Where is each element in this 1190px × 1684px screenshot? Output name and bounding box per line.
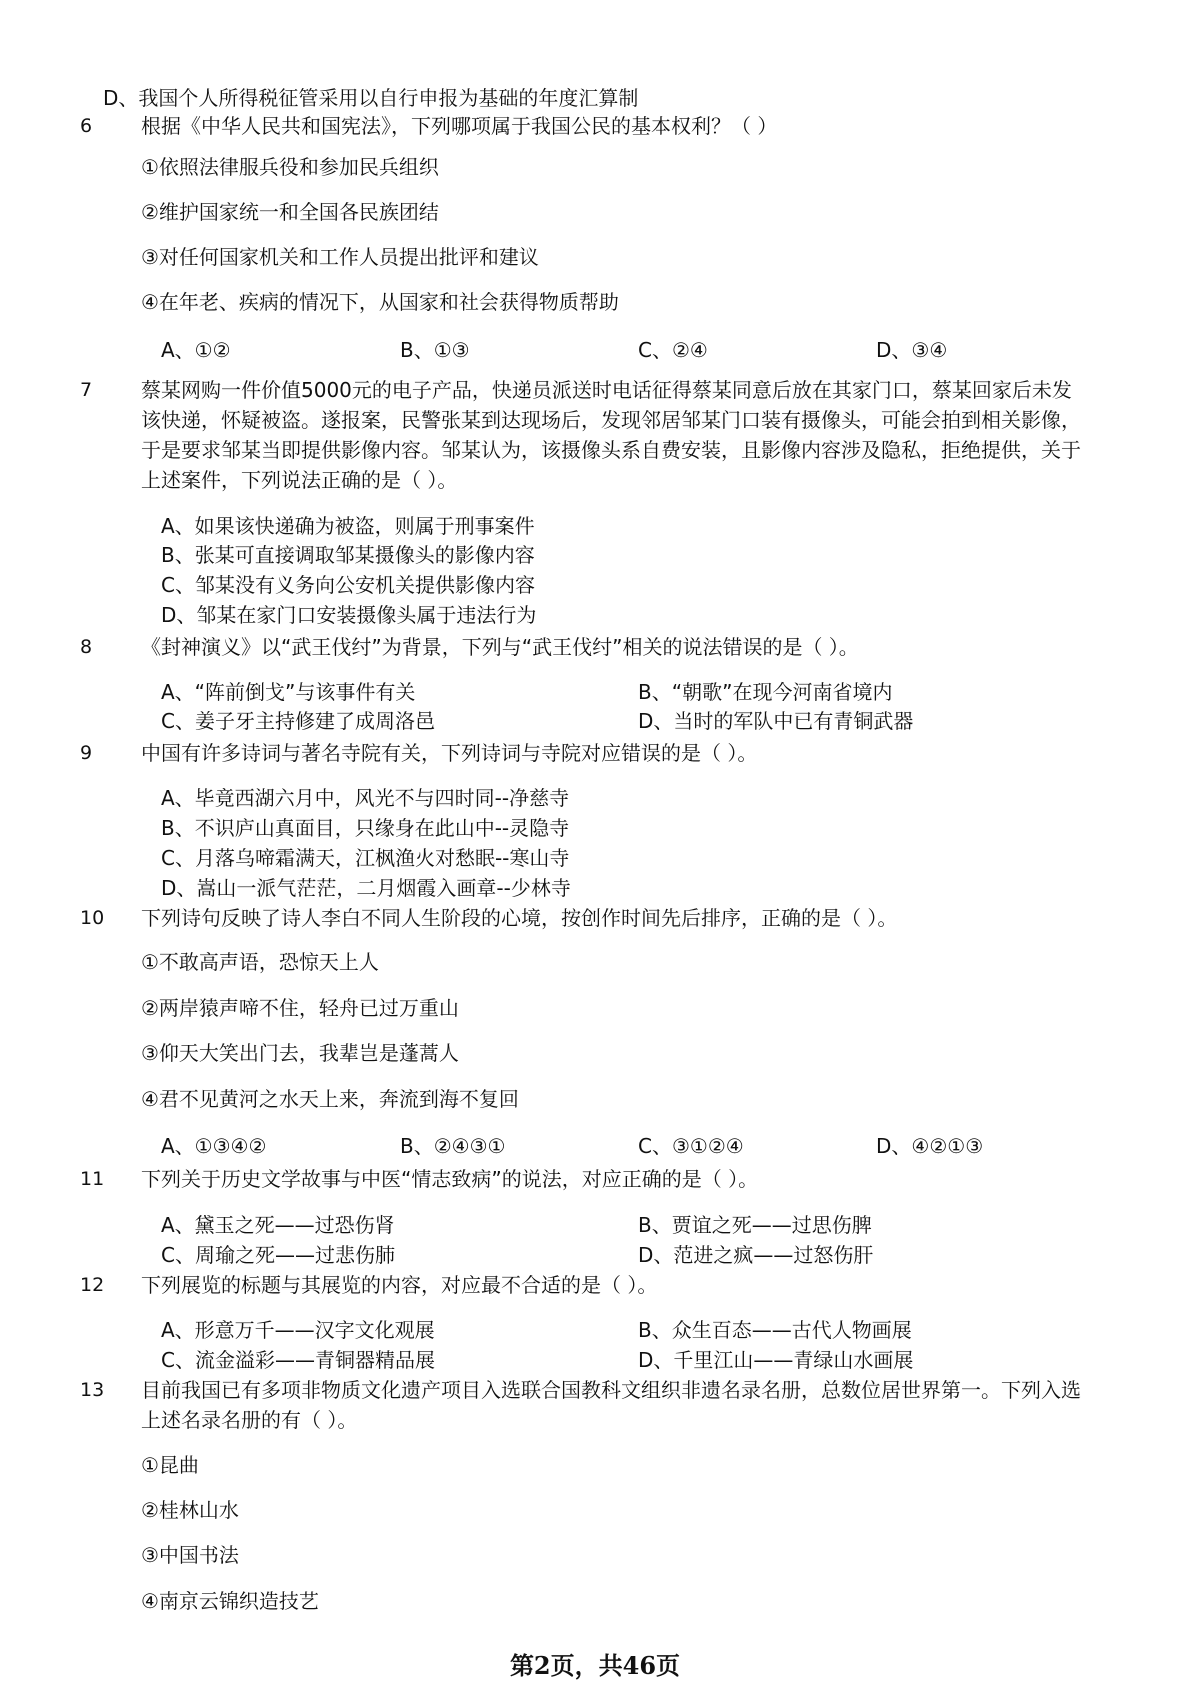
question-12-stem: 下列展览的标题与其展览的内容，对应最不合适的是（ ）。 (141, 1273, 658, 1297)
question-9-option-b: B、不识庐山真面目，只缘身在此山中--灵隐寺 (161, 816, 570, 840)
question-8-stem: 《封神演义》以“武王伐纣”为背景，下列与“武王伐纣”相关的说法错误的是（ ）。 (141, 635, 859, 659)
question-10-option-c: C、③①②④ (638, 1134, 744, 1158)
question-12-option-a: A、形意万千——汉字文化观展 (161, 1318, 435, 1342)
question-7-option-d: D、邹某在家门口安装摄像头属于违法行为 (161, 603, 537, 627)
question-11-option-c: C、周瑜之死——过悲伤肺 (161, 1243, 395, 1267)
question-11-option-b: B、贾谊之死——过思伤脾 (638, 1213, 872, 1237)
question-13-stem: 目前我国已有多项非物质文化遗产项目入选联合国教科文组织非遗名录名册，总数位居世界第一。下列入选上述名录名册的有（ ）。 (141, 1378, 1081, 1432)
question-10-option-a: A、①③④② (161, 1134, 267, 1158)
question-9-number: 9 (80, 742, 93, 764)
question-10-item-2: ②两岸猿声啼不住，轻舟已过万重山 (141, 996, 459, 1020)
question-8-option-d: D、当时的军队中已有青铜武器 (638, 709, 914, 733)
question-10-stem: 下列诗句反映了诗人李白不同人生阶段的心境，按创作时间先后排序，正确的是（ ）。 (141, 906, 898, 930)
question-6-number: 6 (80, 115, 93, 137)
question-12-number: 12 (80, 1274, 105, 1296)
question-11-stem: 下列关于历史文学故事与中医“情志致病”的说法，对应正确的是（ ）。 (141, 1167, 759, 1191)
question-9-option-d: D、嵩山一派气茫茫，二月烟霞入画章--少林寺 (161, 876, 571, 900)
page-footer: 第2页，共46页 (509, 1651, 681, 1680)
prev-question-option-d: D、我国个人所得税征管采用以自行申报为基础的年度汇算制 (103, 86, 639, 110)
question-12-option-c: C、流金溢彩——青铜器精品展 (161, 1348, 435, 1372)
question-6-option-c: C、②④ (638, 338, 708, 362)
question-7-number: 7 (80, 379, 93, 401)
question-6-item-1: ①依照法律服兵役和参加民兵组织 (141, 155, 439, 179)
question-10-item-1: ①不敢高声语，恐惊天上人 (141, 950, 379, 974)
question-6-option-b: B、①③ (400, 338, 470, 362)
question-13-item-3: ③中国书法 (141, 1543, 239, 1567)
question-11-option-d: D、范进之疯——过怒伤肝 (638, 1243, 874, 1267)
question-7-option-c: C、邹某没有义务向公安机关提供影像内容 (161, 573, 535, 597)
question-10-item-3: ③仰天大笑出门去，我辈岂是蓬蒿人 (141, 1041, 459, 1065)
question-13-item-2: ②桂林山水 (141, 1498, 239, 1522)
question-6-option-a: A、①② (161, 338, 231, 362)
question-10-number: 10 (80, 907, 105, 929)
question-8-option-c: C、姜子牙主持修建了成周洛邑 (161, 709, 435, 733)
question-11-number: 11 (80, 1168, 105, 1190)
question-11-option-a: A、黛玉之死——过恐伤肾 (161, 1213, 395, 1237)
question-13-item-4: ④南京云锦织造技艺 (141, 1589, 319, 1613)
question-9-option-a: A、毕竟西湖六月中，风光不与四时同--净慈寺 (161, 786, 570, 810)
question-6-option-d: D、③④ (876, 338, 948, 362)
question-10-option-d: D、④②①③ (876, 1134, 984, 1158)
question-9-stem: 中国有许多诗词与著名寺院有关，下列诗词与寺院对应错误的是（ ）。 (141, 741, 758, 765)
question-8-number: 8 (80, 636, 93, 658)
question-7-option-a: A、如果该快递确为被盗，则属于刑事案件 (161, 514, 535, 538)
question-7-option-b: B、张某可直接调取邹某摄像头的影像内容 (161, 543, 535, 567)
question-10-item-4: ④君不见黄河之水天上来，奔流到海不复回 (141, 1087, 519, 1111)
question-13-item-1: ①昆曲 (141, 1453, 199, 1477)
question-7-stem: 蔡某网购一件价值5000元的电子产品，快递员派送时电话征得蔡某同意后放在其家门口，蔡某回家后未发该快递，怀疑被盗。遂报案，民警张某到达现场后，发现邻居邹某门口装有摄像头，可能会拍到相关影像，于是要求邹某当即提供影像内容。邹某认为，该摄像头系自费安装，且影像内容涉及隐私，拒绝提供，关于上述案件，下列说法正确的是（ ）。 (141, 378, 1081, 492)
question-13-number: 13 (80, 1379, 105, 1401)
question-6-item-3: ③对任何国家机关和工作人员提出批评和建议 (141, 245, 539, 269)
question-6-stem: 根据《中华人民共和国宪法》，下列哪项属于我国公民的基本权利？（ ） (141, 114, 778, 138)
question-8-option-b: B、“朝歌”在现今河南省境内 (638, 680, 893, 704)
question-8-option-a: A、“阵前倒戈”与该事件有关 (161, 680, 416, 704)
question-12-option-d: D、千里江山——青绿山水画展 (638, 1348, 914, 1372)
question-6-item-4: ④在年老、疾病的情况下，从国家和社会获得物质帮助 (141, 290, 619, 314)
question-6-item-2: ②维护国家统一和全国各民族团结 (141, 200, 439, 224)
question-9-option-c: C、月落乌啼霜满天，江枫渔火对愁眠--寒山寺 (161, 846, 570, 870)
question-10-option-b: B、②④③① (400, 1134, 506, 1158)
question-12-option-b: B、众生百态——古代人物画展 (638, 1318, 912, 1342)
